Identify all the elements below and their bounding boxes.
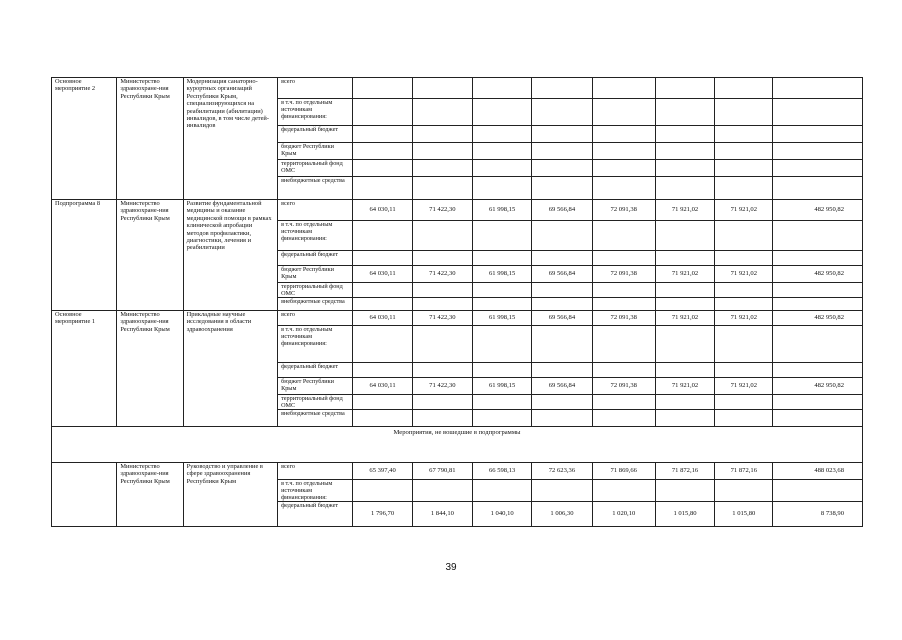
amount-cell — [592, 177, 655, 200]
amount-cell — [655, 78, 714, 99]
amount-cell — [353, 480, 412, 502]
amount-cell — [655, 143, 714, 160]
amount-cell — [353, 298, 412, 311]
amount-cell — [412, 283, 472, 298]
amount-cell — [473, 251, 532, 266]
amount-cell: 71 921,02 — [655, 378, 714, 395]
program-level: Основное мероприятие 1 — [52, 311, 117, 427]
amount-cell: 72 091,38 — [592, 311, 655, 326]
amount-cell — [412, 99, 472, 126]
amount-cell — [592, 298, 655, 311]
funding-source-label: бюджет Республики Крым — [278, 143, 353, 160]
amount-cell — [353, 78, 412, 99]
amount-cell: 72 091,38 — [592, 200, 655, 221]
amount-cell — [473, 177, 532, 200]
amount-cell: 1 006,30 — [532, 502, 592, 527]
amount-cell — [353, 160, 412, 177]
amount-cell — [473, 298, 532, 311]
amount-cell: 488 023,68 — [773, 463, 863, 480]
amount-cell — [592, 410, 655, 427]
amount-cell — [715, 298, 773, 311]
funding-source-label: всего — [278, 200, 353, 221]
amount-cell: 64 030,11 — [353, 378, 412, 395]
amount-cell — [473, 326, 532, 363]
amount-cell — [715, 126, 773, 143]
funding-source-label: в т.ч. по отдельным источникам финансирования: — [278, 480, 353, 502]
amount-cell: 66 598,13 — [473, 463, 532, 480]
amount-cell — [532, 251, 592, 266]
amount-cell: 1 844,10 — [412, 502, 472, 527]
amount-cell — [773, 283, 863, 298]
amount-cell — [412, 143, 472, 160]
amount-cell — [473, 410, 532, 427]
amount-cell — [715, 395, 773, 410]
amount-cell — [773, 251, 863, 266]
amount-cell — [655, 326, 714, 363]
amount-cell: 69 566,84 — [532, 266, 592, 283]
amount-cell: 1 015,80 — [655, 502, 714, 527]
amount-cell — [532, 143, 592, 160]
responsible-executor: Министерство здравоохране-ния Республики Крым — [117, 463, 183, 527]
amount-cell — [532, 177, 592, 200]
amount-cell — [773, 177, 863, 200]
page-number: 39 — [445, 562, 457, 573]
amount-cell: 71 872,16 — [715, 463, 773, 480]
amount-cell — [532, 298, 592, 311]
amount-cell — [773, 78, 863, 99]
responsible-executor: Министерство здравоохране-ния Республики Крым — [117, 311, 183, 427]
amount-cell — [715, 221, 773, 251]
amount-cell — [773, 298, 863, 311]
amount-cell — [592, 251, 655, 266]
amount-cell — [655, 410, 714, 427]
amount-cell — [773, 99, 863, 126]
amount-cell — [412, 298, 472, 311]
amount-cell — [532, 283, 592, 298]
amount-cell — [473, 221, 532, 251]
amount-cell: 71 921,02 — [715, 311, 773, 326]
amount-cell — [655, 99, 714, 126]
amount-cell: 64 030,11 — [353, 266, 412, 283]
amount-cell — [655, 480, 714, 502]
amount-cell — [412, 160, 472, 177]
amount-cell — [473, 395, 532, 410]
amount-cell: 69 566,84 — [532, 311, 592, 326]
amount-cell: 65 397,40 — [353, 463, 412, 480]
amount-cell — [353, 251, 412, 266]
amount-cell: 72 623,36 — [532, 463, 592, 480]
amount-cell — [473, 78, 532, 99]
amount-cell: 482 950,82 — [773, 200, 863, 221]
amount-cell — [532, 221, 592, 251]
amount-cell: 64 030,11 — [353, 200, 412, 221]
amount-cell — [412, 326, 472, 363]
amount-cell — [532, 395, 592, 410]
funding-source-label: федеральный бюджет — [278, 502, 353, 527]
amount-cell — [473, 160, 532, 177]
table-row — [52, 463, 863, 480]
amount-cell — [655, 177, 714, 200]
amount-cell: 71 921,02 — [715, 378, 773, 395]
amount-cell — [353, 126, 412, 143]
funding-source-label: территориальный фонд ОМС — [278, 160, 353, 177]
amount-cell — [592, 283, 655, 298]
program-level: Основное мероприятие 2 — [52, 78, 117, 200]
amount-cell — [655, 395, 714, 410]
funding-source-label: федеральный бюджет — [278, 251, 353, 266]
funding-source-label: в т.ч. по отдельным источникам финансирования: — [278, 326, 353, 363]
amount-cell — [715, 283, 773, 298]
amount-cell: 482 950,82 — [773, 266, 863, 283]
amount-cell — [773, 363, 863, 378]
funding-source-label: бюджет Республики Крым — [278, 266, 353, 283]
amount-cell — [532, 363, 592, 378]
amount-cell: 71 921,02 — [715, 200, 773, 221]
amount-cell — [655, 251, 714, 266]
amount-cell — [412, 126, 472, 143]
funding-source-label: всего — [278, 311, 353, 326]
amount-cell: 1 796,70 — [353, 502, 412, 527]
amount-cell: 61 998,15 — [473, 200, 532, 221]
budget-table — [51, 77, 863, 527]
amount-cell: 64 030,11 — [353, 311, 412, 326]
amount-cell: 71 422,30 — [412, 311, 472, 326]
amount-cell — [715, 363, 773, 378]
amount-cell — [773, 395, 863, 410]
amount-cell — [715, 143, 773, 160]
amount-cell — [353, 143, 412, 160]
amount-cell: 1 020,10 — [592, 502, 655, 527]
activity-title: Модернизация санаторно-курортных организаций Республики Крым, специализирующихся на реабилитации (абилитации) инвалидов, в том числе детей-инвалидов — [183, 78, 277, 200]
amount-cell: 71 921,02 — [655, 266, 714, 283]
amount-cell — [532, 78, 592, 99]
activity-title: Прикладные научные исследования в области здравоохранения — [183, 311, 277, 427]
amount-cell — [715, 177, 773, 200]
amount-cell — [353, 363, 412, 378]
amount-cell: 71 921,02 — [655, 311, 714, 326]
funding-source-label: в т.ч. по отдельным источникам финансирования: — [278, 99, 353, 126]
amount-cell — [412, 480, 472, 502]
amount-cell: 71 422,30 — [412, 200, 472, 221]
section-heading-row — [52, 427, 863, 463]
amount-cell: 61 998,15 — [473, 311, 532, 326]
amount-cell — [655, 126, 714, 143]
funding-source-label: всего — [278, 78, 353, 99]
amount-cell: 1 040,10 — [473, 502, 532, 527]
amount-cell — [655, 283, 714, 298]
amount-cell: 71 869,66 — [592, 463, 655, 480]
amount-cell — [353, 326, 412, 363]
funding-source-label: внебюджетные средства — [278, 298, 353, 311]
amount-cell: 72 091,38 — [592, 378, 655, 395]
amount-cell — [592, 126, 655, 143]
amount-cell: 8 738,90 — [773, 502, 863, 527]
funding-source-label: в т.ч. по отдельным источникам финансирования: — [278, 221, 353, 251]
amount-cell — [592, 221, 655, 251]
table-body — [52, 78, 863, 527]
amount-cell — [592, 363, 655, 378]
amount-cell — [353, 99, 412, 126]
amount-cell — [473, 143, 532, 160]
amount-cell — [715, 78, 773, 99]
funding-source-label: бюджет Республики Крым — [278, 378, 353, 395]
amount-cell — [715, 480, 773, 502]
activity-title: Руководство и управление в сфере здравоохранения Республики Крым — [183, 463, 277, 527]
amount-cell — [353, 221, 412, 251]
amount-cell — [592, 395, 655, 410]
amount-cell — [592, 78, 655, 99]
amount-cell — [412, 363, 472, 378]
amount-cell — [655, 221, 714, 251]
funding-source-label: территориальный фонд ОМС — [278, 283, 353, 298]
amount-cell — [473, 99, 532, 126]
amount-cell — [353, 177, 412, 200]
table-row — [52, 200, 863, 221]
responsible-executor: Министерство здравоохране-ния Республики Крым — [117, 200, 183, 311]
amount-cell — [773, 480, 863, 502]
section-heading: Мероприятия, не вошедшие в подпрограммы — [52, 427, 863, 463]
funding-source-label: внебюджетные средства — [278, 410, 353, 427]
amount-cell — [473, 480, 532, 502]
amount-cell — [532, 160, 592, 177]
amount-cell: 72 091,38 — [592, 266, 655, 283]
amount-cell: 482 950,82 — [773, 311, 863, 326]
amount-cell: 69 566,84 — [532, 200, 592, 221]
amount-cell — [773, 221, 863, 251]
amount-cell — [532, 480, 592, 502]
amount-cell — [592, 143, 655, 160]
amount-cell — [473, 126, 532, 143]
activity-title: Развитие фундаментальной медицины и оказание медицинской помощи в рамках клинической апробации методов профилактики, диагностики, лечения и реабилитации — [183, 200, 277, 311]
amount-cell: 61 998,15 — [473, 266, 532, 283]
amount-cell — [353, 283, 412, 298]
amount-cell — [715, 251, 773, 266]
amount-cell — [412, 221, 472, 251]
amount-cell — [715, 160, 773, 177]
amount-cell — [655, 298, 714, 311]
amount-cell — [592, 160, 655, 177]
amount-cell: 71 921,02 — [655, 200, 714, 221]
amount-cell: 69 566,84 — [532, 378, 592, 395]
funding-source-label: федеральный бюджет — [278, 363, 353, 378]
amount-cell: 71 422,30 — [412, 266, 472, 283]
funding-source-label: всего — [278, 463, 353, 480]
amount-cell — [412, 410, 472, 427]
amount-cell: 482 950,82 — [773, 378, 863, 395]
amount-cell — [532, 326, 592, 363]
amount-cell — [655, 160, 714, 177]
amount-cell — [592, 99, 655, 126]
amount-cell: 71 422,30 — [412, 378, 472, 395]
amount-cell — [473, 363, 532, 378]
amount-cell — [773, 126, 863, 143]
responsible-executor: Министерство здравоохране-ния Республики Крым — [117, 78, 183, 200]
amount-cell: 71 921,02 — [715, 266, 773, 283]
amount-cell — [532, 126, 592, 143]
amount-cell: 61 998,15 — [473, 378, 532, 395]
amount-cell — [592, 480, 655, 502]
amount-cell — [412, 177, 472, 200]
amount-cell: 71 872,16 — [655, 463, 714, 480]
amount-cell — [773, 143, 863, 160]
table-row — [52, 78, 863, 99]
amount-cell — [473, 283, 532, 298]
program-level — [52, 463, 117, 527]
amount-cell — [532, 410, 592, 427]
amount-cell — [412, 78, 472, 99]
amount-cell — [655, 363, 714, 378]
amount-cell: 67 790,81 — [412, 463, 472, 480]
amount-cell — [773, 160, 863, 177]
funding-source-label: федеральный бюджет — [278, 126, 353, 143]
amount-cell — [353, 395, 412, 410]
amount-cell — [532, 99, 592, 126]
amount-cell — [353, 410, 412, 427]
program-level: Подпрограмма 8 — [52, 200, 117, 311]
amount-cell — [412, 395, 472, 410]
funding-source-label: внебюджетные средства — [278, 177, 353, 200]
amount-cell — [592, 326, 655, 363]
funding-source-label: территориальный фонд ОМС — [278, 395, 353, 410]
amount-cell — [773, 410, 863, 427]
table-row — [52, 311, 863, 326]
amount-cell — [715, 326, 773, 363]
amount-cell — [412, 251, 472, 266]
amount-cell — [715, 99, 773, 126]
amount-cell — [773, 326, 863, 363]
amount-cell — [715, 410, 773, 427]
amount-cell: 1 015,80 — [715, 502, 773, 527]
